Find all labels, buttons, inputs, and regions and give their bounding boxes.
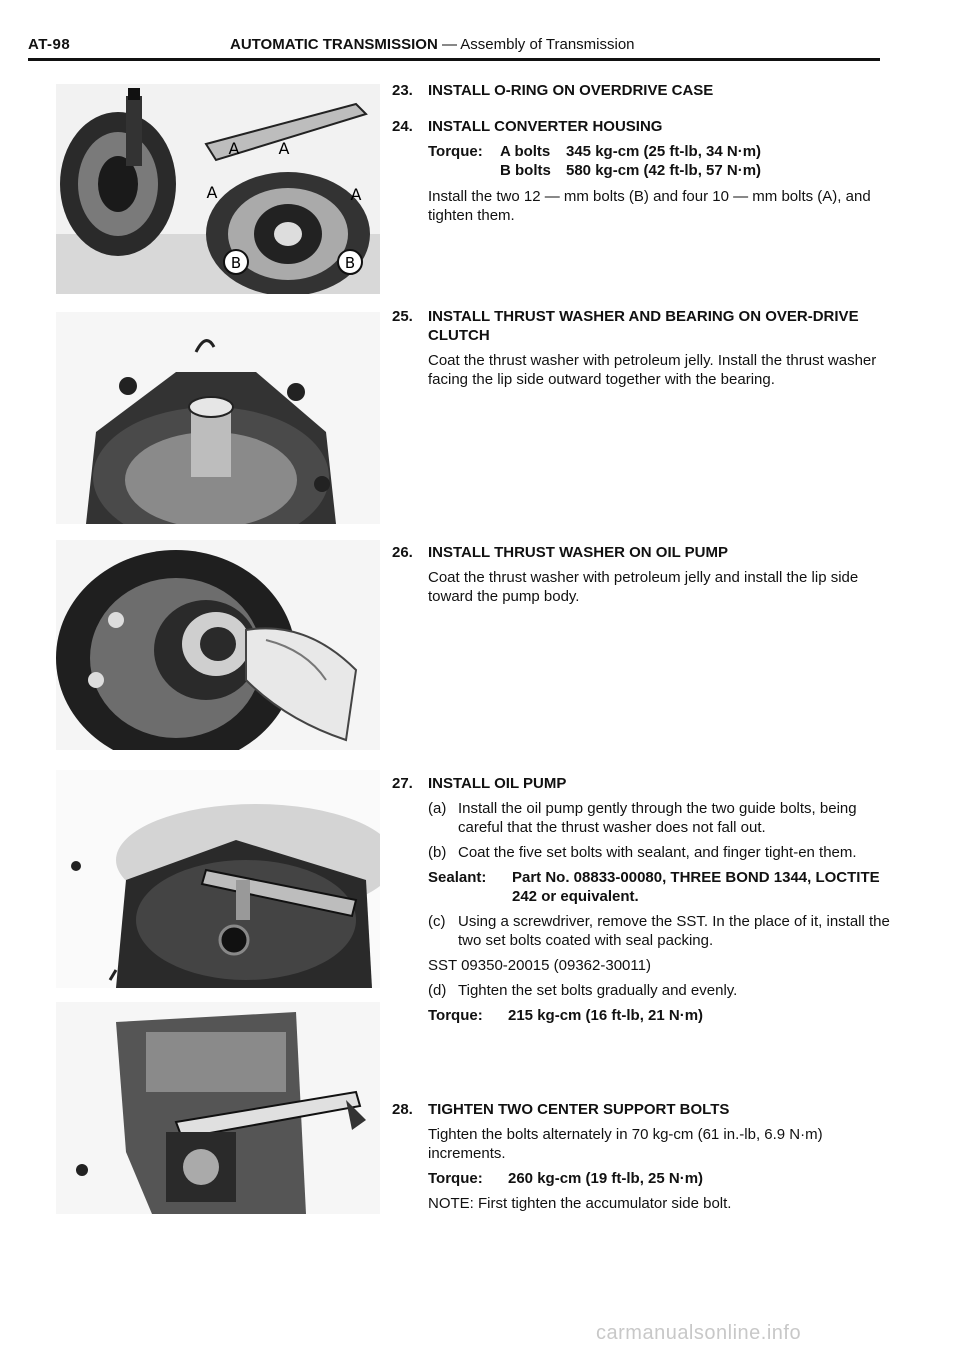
step-28: [392, 1100, 892, 1213]
label-a-4: A: [350, 185, 362, 204]
label-a-2: A: [278, 139, 290, 158]
step-title: INSTALL O-RING ON OVERDRIVE CASE: [428, 82, 714, 99]
step-number: 26.: [392, 544, 413, 561]
watermark: carmanualsonline.info: [596, 1322, 802, 1344]
step-title: INSTALL THRUST WASHER AND BEARING ON OVER-DRIVE CLUTCH: [428, 308, 859, 344]
label-b-left: B: [230, 254, 242, 272]
step-27: [392, 774, 892, 1025]
torque-spec: Torque: 215 kg-cm (16 ft-lb, 21 N·m): [428, 1007, 704, 1024]
step-number: 27.: [392, 775, 413, 792]
page-header: [28, 34, 880, 60]
substep-d: (d) Tighten the set bolts gradually and evenly.: [428, 982, 738, 999]
oil-pump-washer-photo: [56, 540, 380, 750]
torque-bolt-a: A bolts: [500, 143, 551, 160]
step-text: Coat the thrust washer with petroleum jelly. Install the thrust washer facing the lip side outward together with the bearing.: [428, 352, 877, 388]
step-text: Tighten the bolts alternately in 70 kg-cm (61 in.-lb, 6.9 N·m) increments.: [428, 1126, 823, 1162]
step-number: 24.: [392, 118, 413, 135]
section-subtitle: — Assembly of Transmission: [441, 36, 635, 53]
substep-c: (c) Using a screwdriver, remove the SST. In the place of it, install the two set bolts coated with seal packing.: [428, 913, 890, 949]
converter-housing-photo: [56, 84, 380, 294]
torque-spec: Torque: 260 kg-cm (19 ft-lb, 25 N·m): [428, 1170, 704, 1187]
step-number: 23.: [392, 82, 413, 99]
install-oil-pump-photo: [56, 770, 380, 988]
step-26: [392, 543, 892, 606]
section-title: AUTOMATIC TRANSMISSION: [230, 36, 438, 53]
sealant-spec: Sealant: Part No. 08833-00080, THREE BOND 1344, LOCTITE 242 or equivalent.: [428, 869, 880, 905]
label-a-1: A: [228, 139, 240, 158]
note: NOTE: First tighten the accumulator side bolt.: [428, 1195, 732, 1212]
step-title: TIGHTEN TWO CENTER SUPPORT BOLTS: [428, 1101, 730, 1118]
step-text: Coat the thrust washer with petroleum jelly and install the lip side toward the pump body.: [428, 569, 859, 605]
step-number: 25.: [392, 308, 413, 325]
label-a-3: A: [206, 183, 218, 202]
substep-a: (a) Install the oil pump gently through the two guide bolts, being careful that the thrust washer does not fall out.: [428, 800, 857, 836]
center-support-bolts-photo: [56, 1002, 380, 1214]
header-rule: [28, 58, 880, 61]
step-25: [392, 307, 892, 389]
page-title: [230, 36, 635, 53]
torque-label: Torque:: [428, 143, 483, 160]
label-b-right: B: [344, 254, 356, 272]
step-number: 28.: [392, 1101, 413, 1118]
overdrive-clutch-photo: [56, 312, 380, 524]
torque-value-a: 345 kg-cm (25 ft-lb, 34 N·m): [566, 143, 762, 160]
sst-number: SST 09350-20015 (09362-30011): [428, 957, 651, 974]
step-23: [392, 81, 892, 100]
torque-value-b: 580 kg-cm (42 ft-lb, 57 N·m): [566, 162, 762, 179]
torque-bolt-b: B bolts: [500, 162, 551, 179]
step-text: Install the two 12 — mm bolts (B) and four 10 — mm bolts (A), and tighten them.: [428, 188, 871, 224]
substep-b: (b) Coat the five set bolts with sealant, and finger tight-en them.: [428, 844, 857, 861]
page-number: AT-98: [28, 36, 71, 53]
step-title: INSTALL CONVERTER HOUSING: [428, 118, 663, 135]
step-title: INSTALL THRUST WASHER ON OIL PUMP: [428, 544, 729, 561]
step-title: INSTALL OIL PUMP: [428, 775, 567, 792]
step-24: [392, 117, 892, 225]
